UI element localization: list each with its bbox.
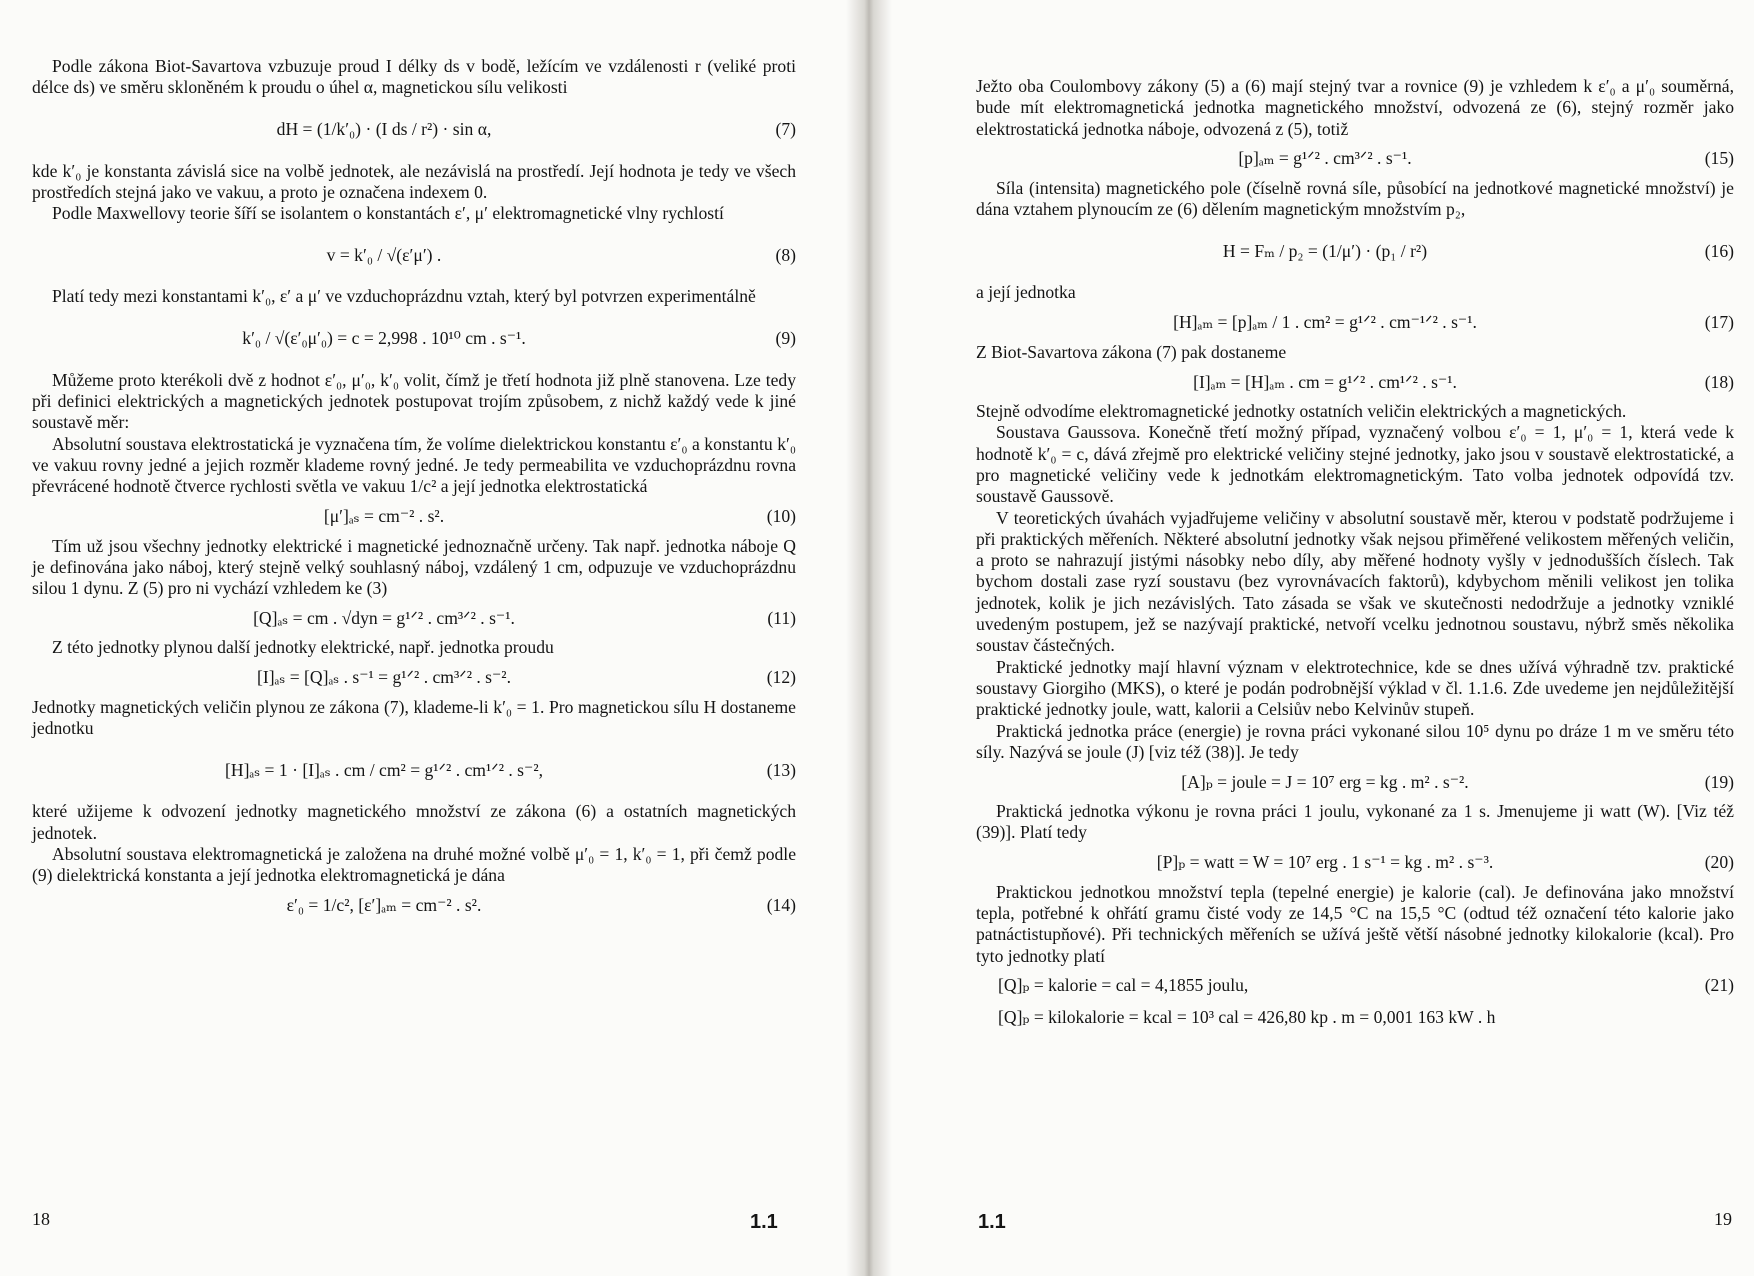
equation-number: (15) [1704,148,1734,169]
left-page [0,0,866,1276]
paragraph: Podle Maxwellovy teorie šíří se isolantem o konstantách ε′, μ′ elektromagnetické vlny rychlostí [52,203,724,224]
equation-number: (16) [1704,240,1734,261]
equation [976,769,1734,795]
equation [976,310,1734,336]
right-page [866,0,1754,1276]
equation-number: (21) [1704,975,1734,996]
equation [976,226,1734,276]
equation-number: (8) [775,244,796,265]
equation-body: [A]ₚ = joule = J = 10⁷ erg = kg . m² . s⁻². [1181,771,1469,792]
equation [32,230,796,280]
paragraph: Praktickou jednotkou množství tepla (tepelné energie) je kalorie (cal). Je definována jako množství tepla, potřebné k ohřátí gramu čisté vody ze 14,5 °C na 15,5 °C (odtud též označení této kalorie jako patnáctistupňové). Při technických měřeních se užívá ještě větší násobné jednotky kilokalorie (kcal). Pro tyto jednotky platí [976,881,1734,966]
equation [32,893,796,919]
page-number: 18 [32,1209,50,1229]
equation-body: [H]ₐₛ = 1 · [I]ₐₛ . cm / cm² = g¹ᐟ² . cm¹ᐟ² . s⁻², [225,759,543,780]
equation-number: (19) [1704,771,1734,792]
equation-number: (14) [766,895,796,916]
equation-number: (13) [766,759,796,780]
equation [976,1005,1734,1031]
paragraph: Jednotky magnetických veličin plynou ze zákona (7), klademe-li k′₀ = 1. Pro magnetickou sílu H dostaneme jednotku [32,696,796,739]
equation-number: (12) [766,667,796,688]
paragraph: Praktická jednotka výkonu je rovna práci 1 joulu, vykonané za 1 s. Jmenujeme ji watt (W). [Viz též (39)]. Platí tedy [976,801,1734,843]
equation-number: (18) [1704,371,1734,392]
equation-body: [p]ₐₘ = g¹ᐟ² . cm³ᐟ² . s⁻¹. [1238,148,1412,169]
paragraph: Absolutní soustava elektrostatická je vyznačena tím, že volíme dielektrickou konstantu ε′₀ a konstantu k′₀ ve vakuu rovny jedné a jejich rozměr klademe rovný jedné. Je tedy permeabilita ve vzduchoprázdnu rovna převrácené hodnotě čtverce rychlosti světla ve vakuu 1/c² a její jednotka elektrostatická [32,433,796,497]
page-number: 19 [1714,1209,1732,1229]
equation [32,504,796,530]
equation-body: v = k′₀ / √(ε′μ′) . [326,244,442,265]
equation [976,369,1734,395]
equation-number: (20) [1704,852,1734,873]
paragraph: Praktická jednotka práce (energie) je rovna práci vykonané silou 10⁵ dynu po dráze 1 m ve směru této síly. Nazývá se joule (J) [viz též (38)]. Je tedy [976,720,1734,762]
equation-body: [H]ₐₘ = [p]ₐₘ / 1 . cm² = g¹ᐟ² . cm⁻¹ᐟ² . s⁻¹. [1173,312,1477,333]
section-number: 1.1 [750,1211,778,1233]
equation [32,314,796,364]
equation [32,665,796,691]
equation [32,745,796,795]
paragraph: Stejně odvodíme elektromagnetické jednotky ostatních veličin elektrických a magnetických. [976,401,1627,422]
equation-body: [μ′]ₐₛ = cm⁻² . s². [323,506,445,527]
paragraph: V teoretických úvahách vyjadřujeme veličiny v absolutní soustavě měr, kterou v podstatě podržujeme i při praktických měřeních. Některé absolutní jednotky však nejsou přiměřené velikostem měřených veličin, a proto se nahrazují jistými násobky nebo díly, aby měřené hodnoty vyšly v jednodušších číslech. Tak bychom dostali zase ryzí soustavu (bez vyrovnávacích faktorů), kdybychom měnili velikost jen tolika jednotek, kolik je jich nezávislých. Tato zásada se však ve skutečnosti nedodržuje a jednotky vzniklé uvedeným postupem, jež se nazývají praktické, netvoří vcelku jednotnou soustavu, nýbrž směs několika soustav částečných. [976,507,1734,656]
paragraph: Síla (intensita) magnetického pole (číselně rovná síle, působící na jednotkové magnetické množství) je dána vztahem plynoucím ze (6) dělením magnetickým množstvím p₂, [976,177,1734,220]
paragraph: které užijeme k odvození jednotky magnetického množství ze zákona (6) a ostatních magnetických jednotek. [32,801,796,843]
paragraph: Z Biot-Savartova zákona (7) pak dostaneme [976,341,1287,362]
section-number: 1.1 [978,1211,1006,1233]
equation-body: [I]ₐₘ = [H]ₐₘ . cm = g¹ᐟ² . cm¹ᐟ² . s⁻¹. [1193,371,1457,392]
equation [32,105,796,155]
equation-body: k′₀ / √(ε′₀μ′₀) = c = 2,998 . 10¹⁰ cm . s⁻¹. [242,328,526,349]
paragraph: Platí tedy mezi konstantami k′₀, ε′ a μ′ ve vzduchoprázdnu vztah, který byl potvrzen experimentálně [52,286,756,307]
equation [976,850,1734,876]
equation-body: H = Fₘ / p₂ = (1/μ′) · (p₁ / r²) [1222,240,1428,261]
paragraph: Soustava Gaussova. Konečně třetí možný případ, vyznačený volbou ε′₀ = 1, μ′₀ = 1, která vede k hodnotě k′₀ = c, dává zřejmě pro elektrické veličiny stejné jednotky, jako jsou v soustavě elektrostatické, a pro magnetické veličiny vede k jednotkám elektromagnetickým. Tato volba jednotek odpovídá tzv. soustavě Gaussově. [976,422,1734,507]
equation-number: (10) [766,506,796,527]
equation-body: ε′₀ = 1/c², [ε′]ₐₘ = cm⁻² . s². [286,895,482,916]
paragraph: Tím už jsou všechny jednotky elektrické i magnetické jednoznačně určeny. Tak např. jednotka náboje Q je definována jako náboj, který stejně velký souhlasný náboj, vzdálený 1 cm, odpuzuje ve vzduchoprázdnu silou 1 dynu. Z (5) pro ni vychází vzhledem ke (3) [32,535,796,599]
equation [32,605,796,631]
equation-body: [Q]ₚ = kilokalorie = kcal = 10³ cal = 426,80 kp . m = 0,001 163 kW . h [998,1007,1496,1028]
equation-body: [Q]ₚ = kalorie = cal = 4,1855 joulu, [998,975,1249,996]
equation-number: (7) [775,119,796,140]
equation-number: (17) [1704,312,1734,333]
paragraph: Absolutní soustava elektromagnetická je založena na druhé možné volbě μ′₀ = 1, k′₀ = 1, při čemž podle (9) dielektrická konstanta a její jednotka elektromagnetická je dána [32,843,796,886]
paragraph: Ježto oba Coulombovy zákony (5) a (6) mají stejný tvar a rovnice (9) je vzhledem k ε′₀ a μ′₀ souměrná, bude mít elektromagnetická jednotka magnetického množství, odvozená ze (6), stejný rozměr jako elektrostatická jednotka náboje, odvozená z (5), totiž [976,76,1734,139]
equation-number: (11) [767,607,796,628]
paragraph: Podle zákona Biot-Savartova vzbuzuje proud I délky ds v bodě, ležícím ve vzdálenosti r (veliké proti délce ds) ve směru skloněném k proudu o úhel α, magnetickou sílu velikosti [32,56,796,98]
equation-body: [Q]ₐₛ = cm . √dyn = g¹ᐟ² . cm³ᐟ² . s⁻¹. [253,607,515,628]
paragraph: a její jednotka [976,282,1076,303]
equation-body: dH = (1/k′₀) · (I ds / r²) · sin α, [276,119,492,140]
equation [976,146,1734,172]
paragraph: Praktické jednotky mají hlavní význam v elektrotechnice, kde se dnes užívá výhradně tzv. praktické soustavy Giorgiho (MKS), o které je podán podrobnější výklad v čl. 1.1.6. Zde uvedeme jen nejdůležitější praktické jednotky joule, watt, kalorii a Celsiův nebo Kelvinův stupeň. [976,656,1734,720]
equation-number: (9) [775,328,796,349]
equation [976,973,1734,999]
paragraph: kde k′₀ je konstanta závislá sice na volbě jednotek, ale nezávislá na prostředí. Její hodnota je tedy ve všech prostředích stejná jako ve vakuu, a proto je označena indexem 0. [32,160,796,202]
equation-body: [P]ₚ = watt = W = 10⁷ erg . 1 s⁻¹ = kg . m² . s⁻³. [1156,852,1494,873]
equation-body: [I]ₐₛ = [Q]ₐₛ . s⁻¹ = g¹ᐟ² . cm³ᐟ² . s⁻². [256,667,511,688]
paragraph: Z této jednotky plynou další jednotky elektrické, např. jednotka proudu [52,637,554,658]
paragraph: Můžeme proto kterékoli dvě z hodnot ε′₀, μ′₀, k′₀ volit, čímž je třetí hodnota již plně stanovena. Lze tedy při definici elektrických a magnetických jednotek postupovat trojím způsobem, z nichž každý vede k jiné soustavě měr: [32,369,796,433]
